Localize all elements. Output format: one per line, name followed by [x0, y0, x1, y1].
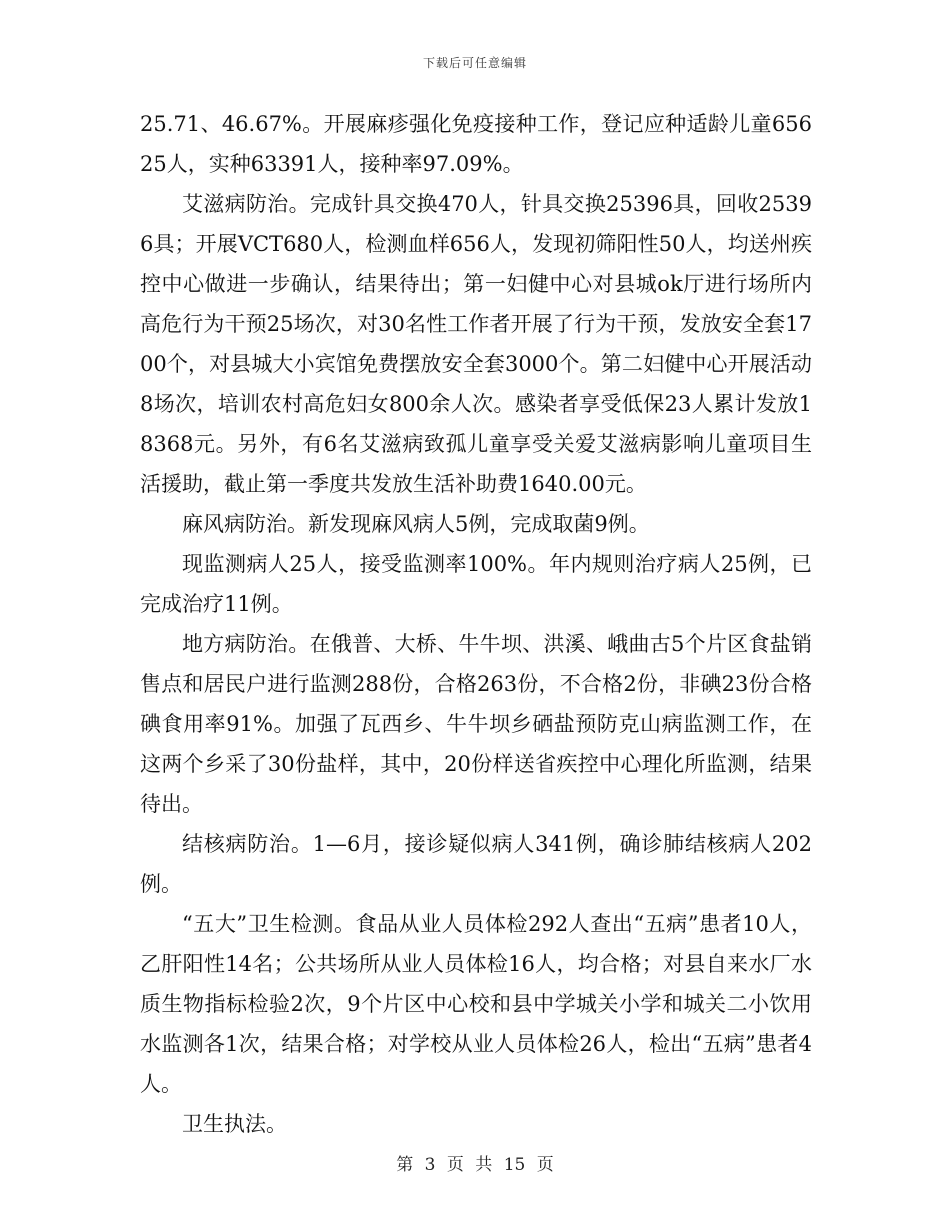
paragraph-monitoring: 现监测病人25人，接受监测率100%。年内规则治疗病人25例，已完成治疗11例。: [140, 552, 812, 616]
paragraph-1: 25.71、46.67%。开展麻疹强化免疫接种工作，登记应种适龄儿童65625人，实种63391人，接种率97.09%。: [140, 112, 812, 176]
paragraph-aids: 艾滋病防治。完成针具交换470人，针具交换25396具，回收25396具；开展VCT680人，检测血样656人，发现初筛阳性50人，均送州疾控中心做进一步确认，结果待出；第一妇健中心对县城ok厅进行场所内高危行为干预25场次，对30名性工作者开展了行为干预，发放安全套1700个，对县城大小宾馆免费摆放安全套3000个。第二妇健中心开展活动8场次，培训农村高危妇女800余人次。感染者享受低保23人累计发放18368元。另外，有6名艾滋病致孤儿童享受关爱艾滋病影响儿童项目生活援助，截止第一季度共发放生活补助费1640.00元。: [140, 192, 812, 496]
document-body: [140, 104, 812, 1144]
paragraph-leprosy: 麻风病防治。新发现麻风病人5例，完成取菌9例。: [182, 512, 650, 536]
page-footer: 第 3 页 共 15 页: [396, 1155, 554, 1175]
paragraph-tuberculosis: 结核病防治。1—6月，接诊疑似病人341例，确诊肺结核病人202例。: [140, 832, 812, 896]
paragraph-endemic: 地方病防治。在俄普、大桥、牛牛坝、洪溪、峨曲古5个片区食盐销售点和居民户进行监测288份，合格263份，不合格2份，非碘23份合格碘食用率91%。加强了瓦西乡、牛牛坝乡硒盐预防克山病监测工作，在这两个乡采了30份盐样，其中，20份样送省疾控中心理化所监测，结果待出。: [140, 632, 812, 816]
paragraph-health-check: “五大”卫生检测。食品从业人员体检292人查出“五病”患者10人，乙肝阳性14名；公共场所从业人员体检16人，均合格；对县自来水厂水质生物指标检验2次，9个片区中心校和县中学城关小学和城关二小饮用水监测各1次，结果合格；对学校从业人员体检26人，检出“五病”患者4人。: [140, 912, 812, 1096]
page-header: 下载后可任意编辑: [422, 56, 527, 70]
paragraph-law-enforcement: 卫生执法。: [182, 1112, 287, 1136]
